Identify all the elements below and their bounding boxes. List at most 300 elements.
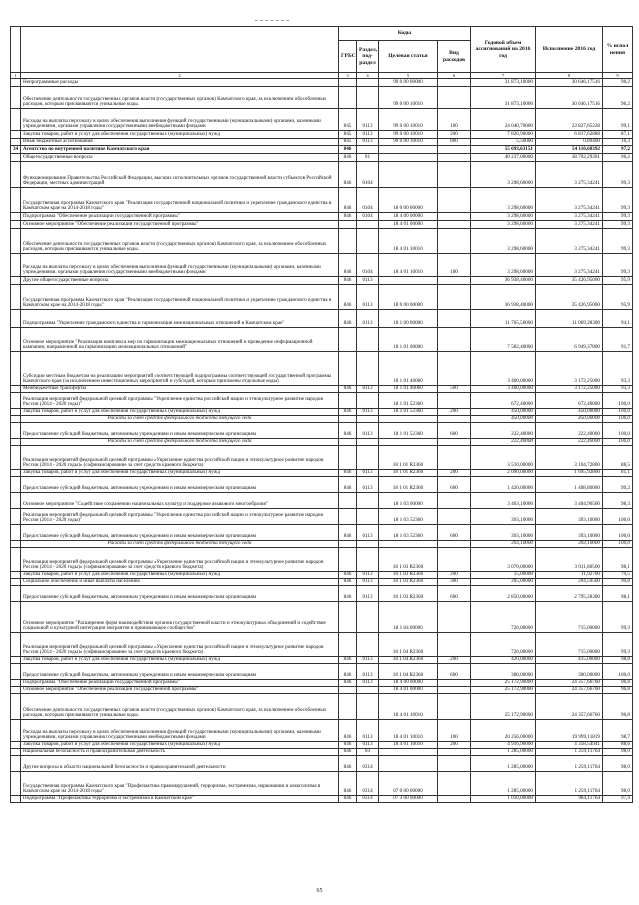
row-section: 0113 (357, 109, 379, 131)
row-article: 18 4 01 10010 (379, 742, 438, 749)
row-percent: 100,0 (603, 664, 633, 680)
row-section: 0113 (357, 664, 379, 680)
row-name: Закупка товаров, работ и услуг для обеспечения государственных (муниципальных) нужд (21, 657, 339, 664)
row-name: Закупка товаров, работ и услуг для обеспечения государственных (муниципальных) нужд (21, 131, 339, 139)
row-section (357, 229, 379, 254)
row-annual: 1 285,00000 (471, 772, 536, 796)
table-row (11, 131, 633, 139)
row-annual: 7 582,40000 (471, 328, 536, 352)
row-section: 0113 (357, 477, 379, 493)
row-execution: 450,00000 (536, 416, 603, 423)
header-codes: Коды (339, 27, 471, 41)
table-body (11, 79, 633, 803)
row-number (11, 493, 21, 509)
column-index: 5 (379, 73, 438, 79)
row-execution: 1 408,80000 (536, 477, 603, 493)
row-annual: 3 298,60000 (471, 188, 536, 213)
scan-mark (255, 20, 289, 23)
row-grbs: 846 (339, 213, 357, 221)
row-grbs: 846 (339, 285, 357, 310)
row-expense-type: 200 (438, 131, 471, 139)
row-section: 0104 (357, 188, 379, 213)
row-name: Расходы за счет средств федерального бюджета текущего года (21, 416, 339, 423)
row-percent: 93,3 (603, 386, 633, 393)
row-number (11, 139, 21, 146)
row-percent: 96,2 (603, 154, 633, 162)
row-annual: 393,10000 (471, 525, 536, 541)
row-expense-type (438, 439, 471, 446)
row-article: 18 4 01 00000 (379, 687, 438, 694)
row-percent: 87,1 (603, 131, 633, 139)
row-execution: 222,40000 (536, 439, 603, 446)
row-number (11, 277, 21, 285)
table-row (11, 633, 633, 657)
row-number (11, 680, 21, 687)
row-percent: 98,1 (603, 548, 633, 572)
row-name: Непрограммные расходы (21, 79, 339, 87)
row-article: 18 0 00 00000 (379, 188, 438, 213)
row-percent: 95,9 (603, 277, 633, 285)
row-section: 0104 (357, 162, 379, 188)
column-index: 4 (357, 73, 379, 79)
row-grbs: 846 (339, 310, 357, 328)
row-annual: 720,00000 (471, 633, 536, 657)
row-number (11, 525, 21, 541)
row-name: Функционирование Правительства Российской Федерации, высших исполнительных органов государственной власти субъектов Российской Федерации, местных администраций (21, 162, 339, 188)
row-annual: 450,00000 (471, 409, 536, 416)
row-number (11, 772, 21, 796)
row-expense-type (438, 213, 471, 221)
row-execution: 300,00000 (536, 664, 603, 680)
row-execution: 24 357,66760 (536, 687, 603, 694)
row-number (11, 694, 21, 720)
row-execution: 1 259,11764 (536, 756, 603, 772)
row-annual: 672,40000 (471, 393, 536, 409)
column-index: 8 (536, 73, 603, 79)
row-expense-type (438, 633, 471, 657)
row-grbs: 846 (339, 756, 357, 772)
row-execution: 30 646,17516 (536, 87, 603, 109)
row-grbs: 846 (339, 657, 357, 664)
row-expense-type (438, 154, 471, 162)
table-row (11, 439, 633, 446)
row-number (11, 657, 21, 664)
row-grbs (339, 687, 357, 694)
row-number (11, 548, 21, 572)
row-grbs: 846 (339, 586, 357, 602)
table-row (11, 310, 633, 328)
row-article: 18 0 00 00000 (379, 285, 438, 310)
row-percent: 99,3 (603, 221, 633, 229)
row-article: 18 1 03 00000 (379, 493, 438, 509)
row-grbs: 845 (339, 109, 357, 131)
table-row (11, 772, 633, 796)
row-annual: 15,00000 (471, 572, 536, 579)
row-annual: 3 298,60000 (471, 213, 536, 221)
row-article: 18 4 01 10010 (379, 694, 438, 720)
row-expense-type (438, 79, 471, 87)
row-percent: 100,0 (603, 509, 633, 525)
row-execution: 0,89400 (536, 139, 603, 146)
row-article: 18 1 00 00000 (379, 310, 438, 328)
row-expense-type (438, 446, 471, 470)
row-expense-type: 600 (438, 586, 471, 602)
row-expense-type: 100 (438, 254, 471, 277)
row-article: 18 1 03 R2360 (379, 572, 438, 579)
row-number (11, 664, 21, 680)
row-expense-type (438, 277, 471, 285)
row-percent: 96,2 (603, 79, 633, 87)
row-number (11, 477, 21, 493)
row-execution: 19 999,11819 (536, 720, 603, 742)
row-execution: 415,00000 (536, 657, 603, 664)
row-percent: 91,7 (603, 328, 633, 352)
row-execution: 715,00000 (536, 633, 603, 657)
table-row (11, 254, 633, 277)
row-annual: 55 693,63151 (471, 146, 536, 154)
row-percent: 100,0 (603, 439, 633, 446)
row-section (357, 79, 379, 87)
row-annual: 3 510,00000 (471, 446, 536, 470)
table-row (11, 657, 633, 664)
row-article: 18 1 04 R2360 (379, 657, 438, 664)
row-section (357, 328, 379, 352)
row-name: Подпрограмма "Обеспечение реализации государственной программы" (21, 680, 339, 687)
row-execution: 35 426,95060 (536, 285, 603, 310)
row-execution: 715,00000 (536, 602, 603, 633)
header-grbs: ГРБС (339, 41, 357, 73)
row-section: 0113 (357, 525, 379, 541)
row-percent: 98,1 (603, 586, 633, 602)
table-row (11, 393, 633, 409)
row-grbs: 846 (339, 664, 357, 680)
row-expense-type (438, 221, 471, 229)
row-expense-type (438, 509, 471, 525)
table-row (11, 493, 633, 509)
row-name: Предоставление субсидий бюджетным, автономным учреждениям и иным некоммерческим организациям (21, 477, 339, 493)
row-section (357, 687, 379, 694)
row-expense-type (438, 87, 471, 109)
row-section: 0113 (357, 310, 379, 328)
row-execution: 984,11764 (536, 796, 603, 803)
row-annual: 3 298,60000 (471, 254, 536, 277)
row-execution: 3 275,34241 (536, 162, 603, 188)
row-annual: 40 237,00000 (471, 154, 536, 162)
row-number (11, 470, 21, 477)
row-grbs (339, 493, 357, 509)
row-number (11, 756, 21, 772)
row-section (357, 509, 379, 525)
row-expense-type: 200 (438, 572, 471, 579)
row-annual: 2 850,00000 (471, 586, 536, 602)
row-grbs (339, 416, 357, 423)
row-annual: 11 765,50000 (471, 310, 536, 328)
row-name: Подпрограмма "Профилактика терроризма и экстремизма в Камчатском крае" (21, 796, 339, 803)
row-name: Основное мероприятие "Обеспечение реализации государственной программы" (21, 221, 339, 229)
column-index: 9 (603, 73, 633, 79)
table-row (11, 602, 633, 633)
row-section (357, 439, 379, 446)
header-percent: % испол нения (603, 27, 633, 73)
row-execution: 3 275,34241 (536, 229, 603, 254)
row-grbs: 846 (339, 409, 357, 416)
row-percent: 100,0 (603, 525, 633, 541)
row-section (357, 446, 379, 470)
row-execution: 54 110,68392 (536, 146, 603, 154)
row-percent: 98,0 (603, 756, 633, 772)
table-row (11, 470, 633, 477)
row-percent: 99,3 (603, 633, 633, 657)
row-expense-type (438, 188, 471, 213)
row-name: Расходы за счет средств федерального бюджета текущего года (21, 439, 339, 446)
row-expense-type (438, 687, 471, 694)
row-grbs: 846 (339, 572, 357, 579)
header-num (11, 27, 21, 73)
row-number (11, 352, 21, 386)
table-row (11, 796, 633, 803)
row-annual: 31 873,10000 (471, 79, 536, 87)
row-expense-type: 200 (438, 470, 471, 477)
row-annual: 7 826,90000 (471, 131, 536, 139)
row-name: Расходы на выплаты персоналу в целях обеспечения выполнения функций государственными (муниципальными) органами, казенными учреждениями, органами управления государственными внебюджетными фондами (21, 254, 339, 277)
header-article: Целевая статья (379, 41, 438, 73)
header-annual: Годовой объем ассигнований на 2016 год (471, 27, 536, 73)
table-row (11, 541, 633, 548)
row-section: 0314 (357, 796, 379, 803)
row-article: 99 0 00 10010 (379, 139, 438, 146)
table-row (11, 188, 633, 213)
row-expense-type: 200 (438, 657, 471, 664)
row-expense-type (438, 680, 471, 687)
row-article: 18 1 04 00000 (379, 602, 438, 633)
table-row (11, 525, 633, 541)
row-number (11, 446, 21, 470)
row-grbs (339, 79, 357, 87)
row-percent: 99,3 (603, 162, 633, 188)
row-article: 18 1 01 52360 (379, 409, 438, 416)
row-article: 18 4 01 10010 (379, 229, 438, 254)
row-execution: 393,10000 (536, 509, 603, 525)
table-row (11, 87, 633, 109)
row-name: Расходы за счет средств федерального бюджета текущего года (21, 541, 339, 548)
row-name: Закупка товаров, работ и услуг для обеспечения государственных (муниципальных) нужд (21, 742, 339, 749)
row-name: Основное мероприятие "Содействие сохранению национальных культур и поддержке языкового многообразия" (21, 493, 339, 509)
row-section: 01 (357, 154, 379, 162)
row-article (379, 756, 438, 772)
row-grbs: 846 (339, 749, 357, 756)
row-number (11, 213, 21, 221)
row-grbs: 845 (339, 139, 357, 146)
row-percent: 99,2 (603, 477, 633, 493)
row-annual: 3 298,60000 (471, 162, 536, 188)
row-execution: 393,10000 (536, 541, 603, 548)
row-annual: 3 298,60000 (471, 221, 536, 229)
row-section: 0113 (357, 285, 379, 310)
row-percent: 98,3 (603, 493, 633, 509)
row-expense-type: 600 (438, 477, 471, 493)
row-article (379, 277, 438, 285)
row-grbs: 845 (339, 131, 357, 139)
row-number (11, 579, 21, 586)
header-name (21, 27, 339, 73)
row-execution: 3 275,34241 (536, 213, 603, 221)
row-name: Расходы на выплаты персоналу в целях обеспечения выполнения функций государственными (муниципальными) органами, казенными учреждениями, органами управления государственными внебюджетными фондами (21, 109, 339, 131)
row-percent: 88,6 (603, 742, 633, 749)
row-name: Расходы на выплаты персоналу в целях обеспечения выполнения функций государственными (муниципальными) органами, казенными учреждениями, органами управления государственными внебюджетными фондами (21, 720, 339, 742)
row-percent: 88,5 (603, 446, 633, 470)
row-name: Межбюджетные трансферты (21, 386, 339, 393)
row-section: 0314 (357, 756, 379, 772)
row-grbs: 846 (339, 720, 357, 742)
table-row (11, 664, 633, 680)
row-percent: 93,3 (603, 352, 633, 386)
row-name: Реализация мероприятий федеральной целевой программы "Укрепление единства российской нации и этнокультурное развитие народов России (2014 - 2020 годы)" (21, 393, 339, 409)
row-annual: 3 400,00000 (471, 386, 536, 393)
row-execution: 23 827,65228 (536, 109, 603, 131)
header-expense-type: Вид расходов (438, 41, 471, 73)
row-annual: 5,50000 (471, 139, 536, 146)
row-section: 0113 (357, 277, 379, 285)
row-section (357, 541, 379, 548)
row-execution: 222,40000 (536, 423, 603, 439)
row-execution: 6 817,62888 (536, 131, 603, 139)
row-annual: 25 172,90000 (471, 687, 536, 694)
row-section (357, 352, 379, 386)
row-article (379, 439, 438, 446)
row-expense-type (438, 416, 471, 423)
row-execution: 4 358,54941 (536, 742, 603, 749)
row-expense-type (438, 749, 471, 756)
row-grbs: 846 (339, 525, 357, 541)
row-grbs: 846 (339, 579, 357, 586)
row-section: 0113 (357, 423, 379, 439)
row-execution: 672,40000 (536, 393, 603, 409)
row-article: 18 1 01 52360 (379, 423, 438, 439)
row-expense-type (438, 229, 471, 254)
row-execution: 11 069,28300 (536, 310, 603, 328)
row-article (379, 146, 438, 154)
table-row (11, 416, 633, 423)
row-number (11, 572, 21, 579)
row-grbs (339, 221, 357, 229)
row-expense-type: 600 (438, 525, 471, 541)
row-article: 18 4 01 00000 (379, 221, 438, 229)
row-execution: 393,10000 (536, 525, 603, 541)
row-name: Обеспечение деятельности государственных органов власти (государственных органов) Камчатского края, за исключением обособленных расходов, которым присваиваются уникальные коды. (21, 229, 339, 254)
table-row (11, 409, 633, 416)
row-grbs: 846 (339, 254, 357, 277)
row-execution: 6 949,37800 (536, 328, 603, 352)
row-name: Предоставление субсидий бюджетным, автономным учреждениям и иным некоммерческим организациям (21, 664, 339, 680)
row-execution: 3 104,72800 (536, 446, 603, 470)
row-percent: 100,0 (603, 541, 633, 548)
row-number (11, 87, 21, 109)
row-name: Государственная программа Камчатского края "Реализация государственной национальной политики и укрепление гражданского единства в Камчатском крае на 2014-2018 годы" (21, 188, 339, 213)
row-execution: 2 795,28300 (536, 586, 603, 602)
table-row (11, 109, 633, 131)
row-annual: 3 463,10000 (471, 493, 536, 509)
row-number (11, 439, 21, 446)
row-execution: 1 259,11764 (536, 749, 603, 756)
row-expense-type: 800 (438, 139, 471, 146)
row-percent: 97,4 (603, 796, 633, 803)
row-annual: 24 040,70000 (471, 109, 536, 131)
row-article (379, 154, 438, 162)
row-name: Национальная безопасность и правоохранительная деятельность (21, 749, 339, 756)
row-section (357, 493, 379, 509)
row-article: 18 1 03 52360 (379, 509, 438, 525)
row-execution: 3 275,34241 (536, 188, 603, 213)
table-row (11, 352, 633, 386)
row-name: Реализация мероприятий федеральной целевой программы «Укрепление единства российской нации и этнокультурное развитие народов России (2014 - 2020 годы)» (софинансирование за счет средств краевого бюджета) (21, 633, 339, 657)
row-article: 18 1 04 R2360 (379, 633, 438, 657)
row-grbs: 846 (339, 154, 357, 162)
column-index: 7 (471, 73, 536, 79)
row-section (357, 694, 379, 720)
row-number (11, 602, 21, 633)
row-grbs: 846 (339, 477, 357, 493)
row-expense-type (438, 285, 471, 310)
row-number (11, 796, 21, 803)
row-grbs (339, 548, 357, 572)
row-section: 0113 (357, 742, 379, 749)
row-article (379, 416, 438, 423)
row-article: 99 0 00 10010 (379, 131, 438, 139)
row-grbs: 846 (339, 162, 357, 188)
row-number (11, 229, 21, 254)
row-percent: 99,8 (603, 579, 633, 586)
row-article: 18 4 01 10010 (379, 720, 438, 742)
row-percent: 100,0 (603, 393, 633, 409)
row-annual: 31 873,10000 (471, 87, 536, 109)
row-article: 99 0 00 00000 (379, 79, 438, 87)
header-section: Раздел, под-раздел (357, 41, 379, 73)
row-article (379, 162, 438, 188)
row-article: 18 1 04 R2360 (379, 664, 438, 680)
row-article: 18 1 03 R2360 (379, 586, 438, 602)
table-row (11, 694, 633, 720)
row-number (11, 633, 21, 657)
row-expense-type: 300 (438, 579, 471, 586)
row-article: 18 1 03 R2360 (379, 548, 438, 572)
row-percent: 96,2 (603, 87, 633, 109)
row-percent: 79,5 (603, 572, 633, 579)
row-percent: 99,1 (603, 109, 633, 131)
row-article: 07 0 00 00000 (379, 772, 438, 796)
row-number (11, 131, 21, 139)
row-article: 18 1 01 40060 (379, 352, 438, 386)
table-row (11, 221, 633, 229)
row-execution: 38 702,29301 (536, 154, 603, 162)
table-row (11, 446, 633, 470)
row-name: Социальное обеспечение и иные выплаты населению (21, 579, 339, 586)
table-row (11, 586, 633, 602)
table-row (11, 749, 633, 756)
row-grbs: 846 (339, 277, 357, 285)
row-name: Обеспечение деятельности государственных органов власти (государственных органов) Камчатского края, за исключением обособленных расходов, которым присваиваются уникальные коды. (21, 87, 339, 109)
row-expense-type (438, 772, 471, 796)
table-row (11, 548, 633, 572)
row-annual: 36 938,40000 (471, 285, 536, 310)
row-section (357, 221, 379, 229)
row-number (11, 310, 21, 328)
row-article: 18 4 00 00000 (379, 213, 438, 221)
row-section: 0104 (357, 254, 379, 277)
row-number (11, 109, 21, 131)
row-section: 0104 (357, 213, 379, 221)
row-name: Общегосударственные вопросы (21, 154, 339, 162)
row-name: Другие общегосударственные вопросы (21, 277, 339, 285)
